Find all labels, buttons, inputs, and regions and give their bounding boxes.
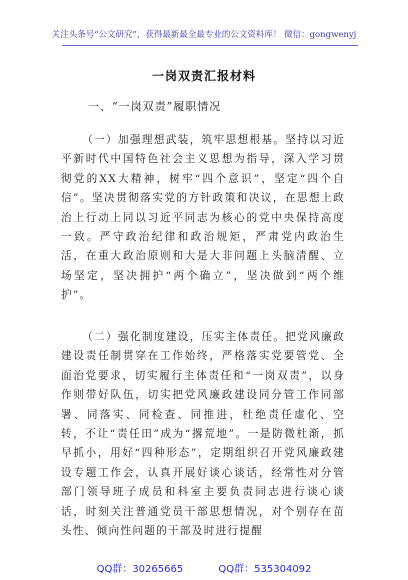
footer-qq-group-1: QQ群：30265665 [96, 564, 184, 575]
footer-qq-group-2: QQ群：535304092 [218, 564, 312, 575]
footer-qq-groups [0, 560, 408, 575]
header-banner: 关注头条号“公文研究”，获得最新最全最专业的公文资料库！ 微信：gongwenyj [51, 30, 357, 40]
paragraph-2: （二）强化制度建设，压实主体责任。把党风廉政建设责任制贯穿在工作始终，严格落实党要管党、全面治党要求，切实履行主体责任和“一岗双责”，以身作则带好队伍，切实把党风廉政建设同分管工作同部署、同落实、同检查、同推进，杜绝责任虚化、空转，不让“责任田”成为“撂荒地”。一是防微杜渐，抓早抓小，用好“四种形态”，定期组织召开党风廉政建设专题工作会，认真开展好谈心谈话，经常性对分管部门领导班子成员和科室主要负责同志进行谈心谈话，时刻关注普通党员干部思想情况，对个别存在苗头性、倾向性问题的干部及时进行提醒 [61, 331, 345, 538]
section-heading: 一、“一岗双责”履职情况 [88, 100, 222, 113]
paragraph-1: （一）加强理想武装，筑牢思想根基。坚持以习近平新时代中国特色社会主义思想为指导，深入学习贯彻党的XX大精神，树牢“四个意识”，坚定“四个自信”。坚决贯彻落实党的方针政策和决议，在思想上政治上行动上同以习近平同志为核心的党中央保持高度一致。严守政治纪律和政治规矩，严肃党内政治生活，在重大政治原则和大是大非问题上头脑清醒、立场坚定，坚决拥护“两个确立”，坚决做到“两个维护”。 [61, 134, 345, 302]
header-divider [62, 45, 358, 46]
document-title: 一岗双责汇报材料 [151, 69, 256, 83]
